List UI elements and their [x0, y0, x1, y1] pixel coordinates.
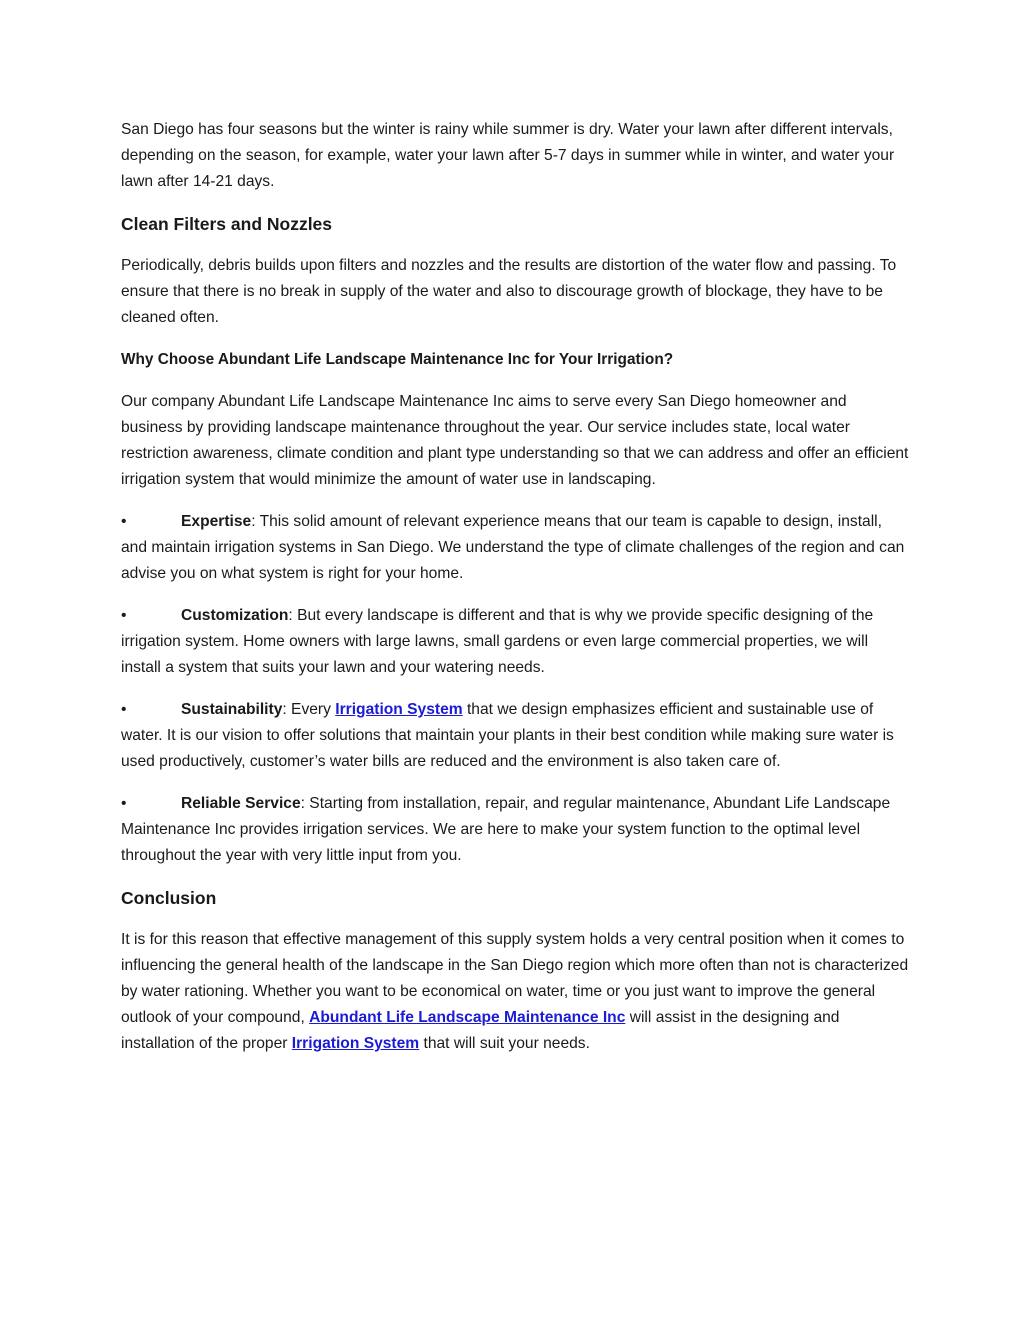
document-page	[121, 117, 911, 1073]
bullet-expertise	[121, 509, 911, 587]
bullet-marker: •	[121, 513, 127, 530]
heading-why-choose: Why Choose Abundant Life Landscape Maintenance Inc for Your Irrigation?	[121, 351, 674, 368]
conclusion-paragraph	[121, 927, 911, 1057]
heading-conclusion: Conclusion	[121, 888, 217, 908]
clean-filters-paragraph: Periodically, debris builds upon filters and nozzles and the results are distortion of the water flow and passing. To ensure that there is no break in supply of the water and also to discourage growth of blockage, they have to be cleaned often.	[121, 257, 897, 326]
bullet-reliable-service	[121, 791, 911, 869]
conclusion-text: will assist in the designing and installation of the proper	[121, 1009, 840, 1052]
bullet-term: Reliable Service	[181, 795, 301, 812]
bullet-term: Sustainability	[181, 701, 283, 718]
bullet-text: : Starting from installation, repair, and regular maintenance, Abundant Life Landscape Maintenance Inc provides irrigation services. We are here to make your system function to the optimal level throughout the year with very little input from you.	[121, 795, 891, 864]
bullet-sustainability	[121, 697, 911, 775]
company-link[interactable]: Abundant Life Landscape Maintenance Inc	[309, 1009, 626, 1026]
irrigation-system-link[interactable]: Irrigation System	[335, 701, 463, 718]
conclusion-text: It is for this reason that effective management of this supply system holds a very central position when it comes to influencing the general health of the landscape in the San Diego region which more often than not is characterized by water rationing. Whether you want to be economical on water, time or you just want to improve the general outlook of your compound,	[121, 931, 909, 1026]
bullet-marker: •	[121, 795, 127, 812]
bullet-text: : This solid amount of relevant experience means that our team is capable to design, install, and maintain irrigation systems in San Diego. We understand the type of climate challenges of the region and can advise you on what system is right for your home.	[121, 513, 905, 582]
bullet-text: : Every	[282, 701, 336, 718]
bullet-term: Expertise	[181, 513, 252, 530]
bullet-term: Customization	[181, 607, 289, 624]
why-choose-paragraph: Our company Abundant Life Landscape Maintenance Inc aims to serve every San Diego homeowner and business by providing landscape maintenance throughout the year. Our service includes state, local water restriction awareness, climate condition and plant type understanding so that we can address and offer an efficient irrigation system that would minimize the amount of water use in landscaping.	[121, 393, 909, 488]
conclusion-text: that will suit your needs.	[419, 1035, 590, 1052]
irrigation-system-link[interactable]: Irrigation System	[291, 1035, 420, 1052]
heading-clean-filters: Clean Filters and Nozzles	[121, 214, 333, 234]
bullet-text: : But every landscape is different and that is why we provide specific designing of the irrigation system. Home owners with large lawns, small gardens or even large commercial properties, we will install a system that suits your lawn and your watering needs.	[121, 607, 874, 676]
bullet-marker: •	[121, 607, 127, 624]
intro-paragraph: San Diego has four seasons but the winter is rainy while summer is dry. Water your lawn after different intervals, depending on the season, for example, water your lawn after 5-7 days in summer while in winter, and water your lawn after 14-21 days.	[121, 121, 895, 190]
bullet-customization	[121, 603, 911, 681]
bullet-text: that we design emphasizes efficient and sustainable use of water. It is our vision to offer solutions that maintain your plants in their best condition while making sure water is used productively, customer’s water bills are reduced and the environment is also taken care of.	[121, 701, 894, 770]
bullet-marker: •	[121, 701, 127, 718]
